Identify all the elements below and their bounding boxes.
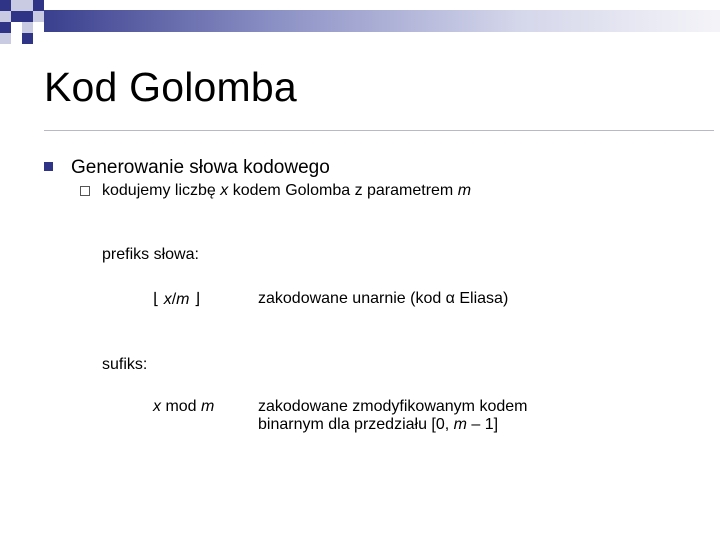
prefix-expression: [153, 289, 200, 309]
expr-m: m: [176, 291, 190, 308]
hollow-square-bullet-icon: [80, 186, 90, 196]
suffix-desc-line2-m: m: [453, 416, 467, 433]
header-decoration: [0, 0, 720, 50]
slide-title: Kod Golomba: [44, 64, 297, 110]
variable-x: x: [220, 182, 229, 199]
square-bullet-icon: [44, 162, 53, 171]
floor-right-symbol: ⌋: [193, 291, 201, 308]
floor-left-symbol: ⌊: [153, 291, 160, 308]
deco-square: [22, 33, 33, 44]
deco-square: [0, 33, 11, 44]
deco-square: [0, 22, 11, 33]
header-gradient-band: [44, 10, 720, 32]
main-bullet-text: Generowanie słowa kodowego: [71, 157, 330, 178]
suffix-label: sufiks:: [102, 356, 148, 373]
title-divider: [44, 130, 714, 131]
suffix-desc-line2-post: – 1]: [466, 416, 499, 433]
expr-x: x: [153, 398, 161, 415]
prefix-description: zakodowane unarnie (kod α Eliasa): [258, 290, 509, 307]
deco-square: [11, 0, 22, 11]
expr-x: x: [163, 291, 172, 308]
deco-square: [22, 11, 33, 22]
expr-mod: mod: [161, 398, 202, 415]
deco-square: [11, 11, 22, 22]
deco-square: [0, 0, 11, 11]
sub-text-mid: kodem Golomba z parametrem: [228, 182, 458, 199]
deco-square: [11, 22, 22, 33]
sub-text-pre: kodujemy liczbę: [102, 182, 221, 199]
suffix-desc-line2: [258, 416, 527, 434]
deco-square: [22, 22, 33, 33]
suffix-desc-line1: zakodowane zmodyfikowanym kodem: [258, 398, 528, 415]
suffix-description: [258, 398, 527, 434]
expr-slash: /: [171, 291, 177, 308]
deco-square: [33, 0, 44, 11]
variable-m: m: [457, 182, 472, 199]
prefix-label: prefiks słowa:: [102, 246, 199, 263]
sub-bullet-text: [102, 182, 471, 200]
suffix-desc-line2-pre: binarnym dla przedziału [0,: [258, 416, 454, 433]
deco-square: [33, 11, 44, 22]
expr-m: m: [201, 398, 215, 415]
suffix-expression: [153, 398, 214, 416]
deco-square: [22, 0, 33, 11]
deco-square: [0, 11, 11, 22]
